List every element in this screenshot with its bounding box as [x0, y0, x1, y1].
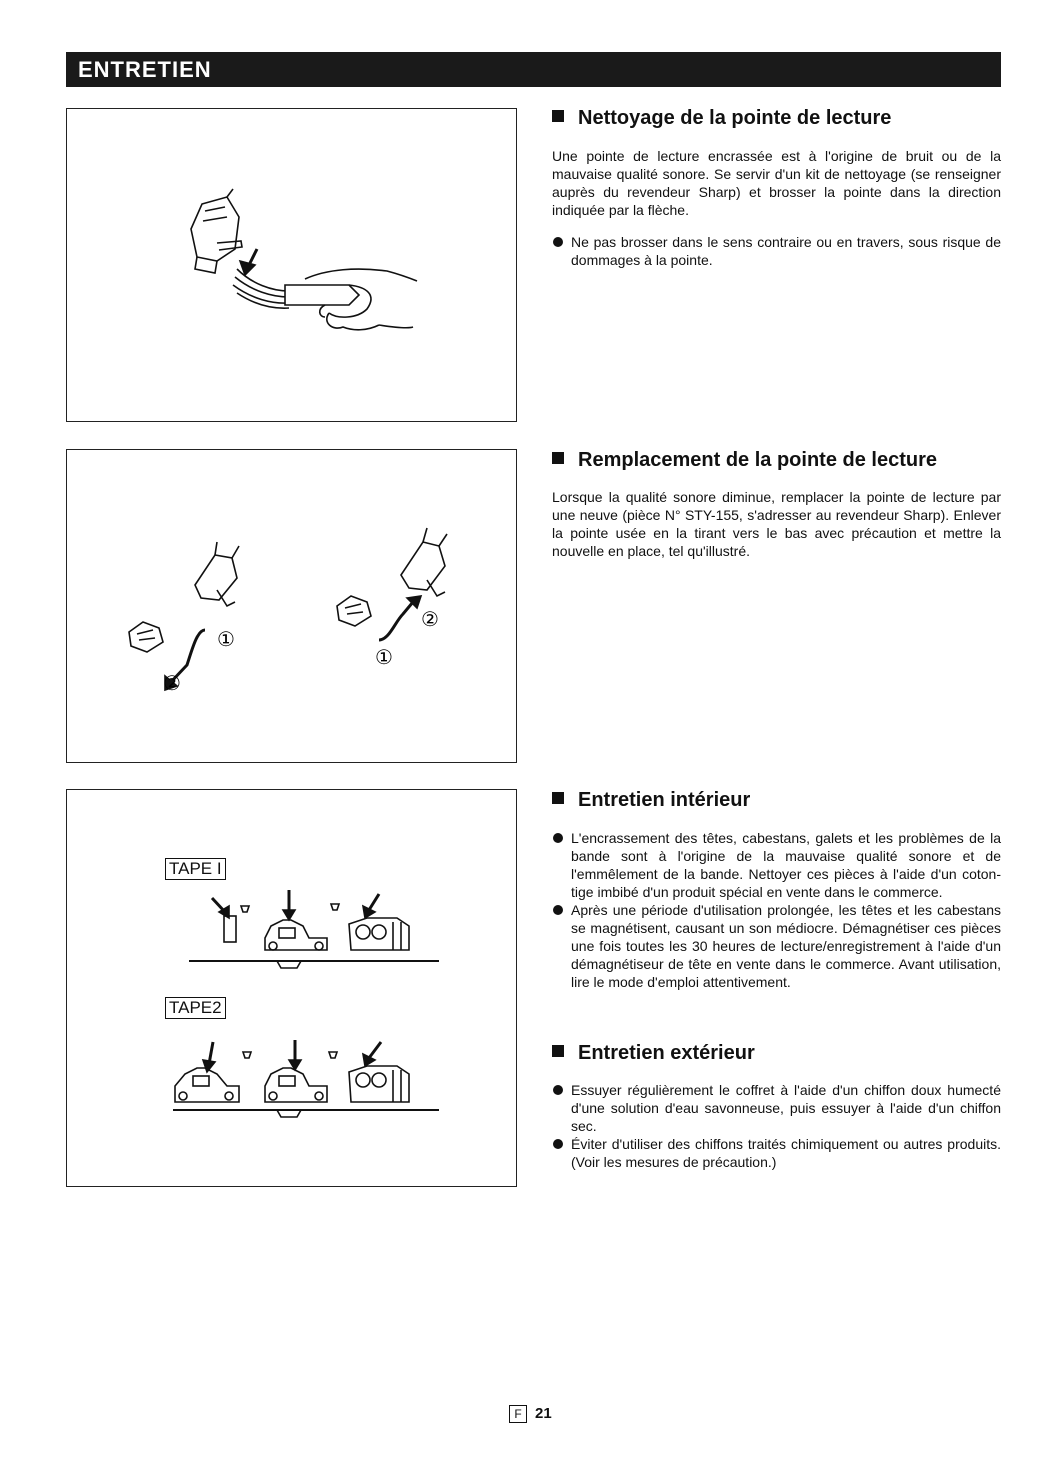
bullet-dot-icon: [553, 833, 563, 843]
interior-bullet-2: Après une période d'utilisation prolongée, les têtes et les cabestans se magnétisent, causant un son médiocre. Démagnétiser ces pièces une fois toutes les 30 heures de lecture/enregistrement à l'aide d'un démagnétiseur de tête en vente dans le commerce. Avant utilisation, lire le mode d'emploi attentivement.: [552, 901, 1001, 991]
label-step-2-right: ②: [421, 607, 439, 631]
tape-mechanism-illustration: [67, 790, 516, 1186]
label-step-2-left: ②: [163, 671, 181, 695]
cleaning-paragraph: Une pointe de lecture encrassée est à l'origine de bruit ou de la mauvaise qualité sonore. Se servir d'un kit de nettoyage (se renseigner auprès du revendeur Sharp) et brosser la pointe dans la direction indiquée par la flèche.: [552, 148, 1001, 218]
page-footer: [509, 1405, 552, 1423]
bullet-dot-icon: [553, 905, 563, 915]
figure-stylus-replacement: [66, 449, 517, 763]
brush-stylus-illustration: [67, 109, 516, 421]
exterior-bullet-2: Éviter d'utiliser des chiffons traités chimiquement ou autres produits. (Voir les mesures de précaution.): [552, 1135, 1001, 1171]
replace-stylus-illustration: [67, 450, 516, 762]
square-bullet-icon: [552, 1045, 564, 1057]
square-bullet-icon: [552, 792, 564, 804]
section-replacement-body: [552, 488, 1001, 560]
banner-title: ENTRETIEN: [78, 57, 212, 82]
tape2-label: TAPE2: [165, 997, 226, 1019]
section-banner: [66, 52, 1001, 87]
bullet-dot-icon: [553, 1139, 563, 1149]
cleaning-bullet: Ne pas brosser dans le sens contraire ou en travers, sous risque de dommages à la pointe.: [552, 233, 1001, 269]
section-title-cleaning: Nettoyage de la pointe de lecture: [552, 107, 891, 130]
section-cleaning-body: [552, 147, 1001, 269]
page-number: 21: [535, 1405, 552, 1422]
exterior-bullet-1: Essuyer régulièrement le coffret à l'aide d'un chiffon doux humecté d'une solution d'eau savonneuse, puis essuyer à l'aide d'un chiffon sec.: [552, 1081, 1001, 1135]
section-title-interior: Entretien intérieur: [552, 789, 750, 812]
square-bullet-icon: [552, 110, 564, 122]
section-title-replacement: Remplacement de la pointe de lecture: [552, 449, 937, 472]
bullet-dot-icon: [553, 1085, 563, 1095]
language-badge: F: [509, 1405, 527, 1423]
label-step-1-left: ①: [217, 627, 235, 651]
section-interior-body: [552, 829, 1001, 991]
bullet-dot-icon: [553, 237, 563, 247]
section-exterior-body: [552, 1081, 1001, 1171]
square-bullet-icon: [552, 452, 564, 464]
label-step-1-right: ①: [375, 645, 393, 669]
section-title-exterior: Entretien extérieur: [552, 1042, 755, 1065]
interior-bullet-1: L'encrassement des têtes, cabestans, galets et les problèmes de la bande sont à l'origine de la mauvaise qualité sonore et de l'emmêlement de la bande. Nettoyer ces pièces à l'aide d'un coton-tige imbibé d'un produit spécial en vente dans le commerce.: [552, 829, 1001, 901]
figure-stylus-cleaning: [66, 108, 517, 422]
figure-tape-heads: [66, 789, 517, 1187]
tape1-label: TAPE I: [165, 858, 226, 880]
replacement-paragraph: Lorsque la qualité sonore diminue, remplacer la pointe de lecture par une neuve (pièce N° STY-155, s'adresser au revendeur Sharp). Enlever la pointe usée en la tirant vers le bas avec précaution et mettre la nouvelle en place, tel qu'illustré.: [552, 489, 1001, 559]
